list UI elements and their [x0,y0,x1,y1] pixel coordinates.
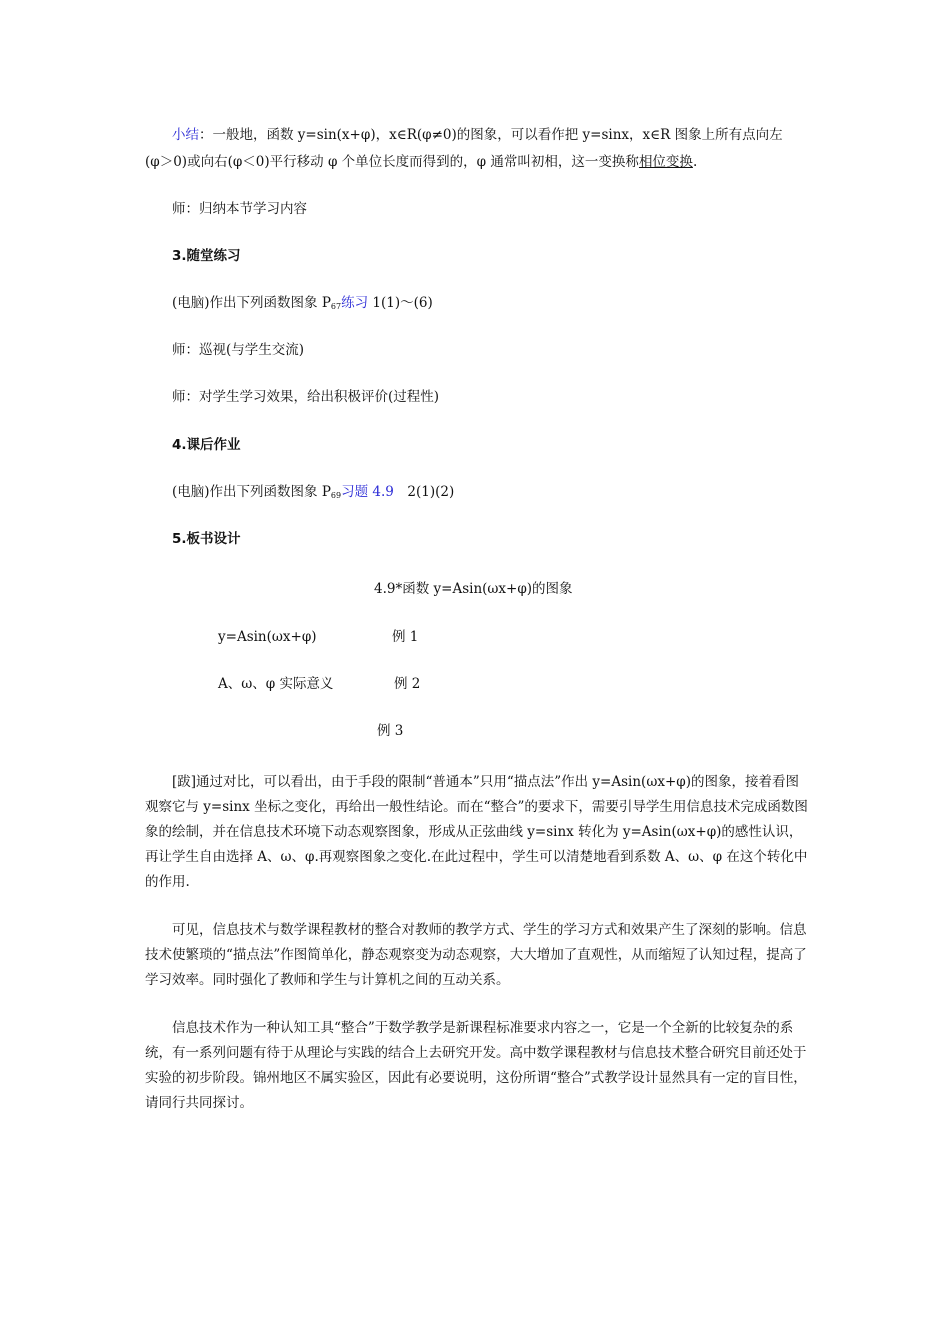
paragraph-2-text: 可见，信息技术与数学课程教材的整合对教师的教学方式、学生的学习方式和效果产生了深刻的影响。信息技术使繁琐的“描点法”作图简单化，静态观察变为动态观察，大大增加了直观性，从而缩短了认知过程，提高了学习效率。同时强化了教师和学生与计算机之间的互动关系。 [145,922,807,988]
exercise-link[interactable]: 练习 [341,295,369,311]
summary-line-1 [172,129,783,143]
paragraph-conclusion [145,1016,810,1116]
paragraph-1-text: [跋]通过对比，可以看出，由于手段的限制“普通本”只用“描点法”作出 y=Asin(ωx+φ)的图象，接着看图观察它与 y=sinx 坐标之变化，再给出一般性结论。而在“整合”的要求下，需要引导学生用信息技术完成函数图象的绘制，并在信息技术环境下动态观察图象，形成从正弦曲线 y=sinx 转化为 y=Asin(ωx+φ)的感性认识，再让学生自由选择 A、ω、φ.再观察图象之变化.在此过程中，学生可以清楚地看到系数 A、ω、φ 在这个转化中的作用. [145,774,808,890]
homework-page: 69 [330,491,342,500]
exercise-prefix: (电脑)作出下列函数图象 P [172,295,331,311]
teacher-patrol: 师：巡视(与学生交流) [172,342,305,358]
paragraph-postscript [145,770,810,895]
summary-text-2: (φ＞0)或向右(φ＜0)平行移动 φ 个单位长度而得到的，φ 通常叫初相，这一变换称 [145,154,639,170]
section-4-heading: 4.课后作业 [172,437,241,453]
board-right-2: 例 2 [394,676,421,692]
summary-text-1: ：一般地，函数 y=sin(x+φ)，x∈R(φ≠0)的图象，可以看作把 y=sinx，x∈R 图象上所有点向左 [199,127,783,143]
paragraph-3-text: 信息技术作为一种认知工具“整合”于数学教学是新课程标准要求内容之一，它是一个全新的比较复杂的系统，有一系列问题有待于从理论与实践的结合上去研究开发。高中数学课程教材与信息技术整合研究目前还处于实验的初步阶段。锦州地区不属实验区，因此有必要说明，这份所谓“整合”式教学设计显然具有一定的盲目性，请同行共同探讨。 [145,1020,807,1111]
homework-prefix: (电脑)作出下列函数图象 P [172,484,331,500]
exercise-page: 67 [330,302,342,311]
board-left-2: A、ω、φ 实际意义 [218,676,334,692]
exercise-suffix: 1(1)～(6) [368,295,433,311]
section-5-heading: 5.板书设计 [172,531,241,547]
teacher-evaluate: 师：对学生学习效果，给出积极评价(过程性) [172,389,440,405]
homework-line [172,486,454,500]
teacher-summary: 师：归纳本节学习内容 [172,201,307,217]
board-right-3: 例 3 [377,723,404,739]
homework-link[interactable]: 习题 4.9 [341,484,394,500]
summary-line-2 [145,156,697,170]
summary-label: 小结 [172,127,199,143]
board-right-1: 例 1 [392,629,419,645]
phase-shift-term[interactable]: 相位变换 [638,154,693,170]
board-title: 4.9*函数 y=Asin(ωx+φ)的图象 [374,581,573,597]
summary-end: . [692,154,698,170]
section-3-heading: 3.随堂练习 [172,248,241,264]
paragraph-impact [145,918,810,993]
board-left-1: y=Asin(ωx+φ) [218,629,317,645]
homework-suffix: 2(1)(2) [393,484,455,500]
exercise-line [172,297,433,311]
